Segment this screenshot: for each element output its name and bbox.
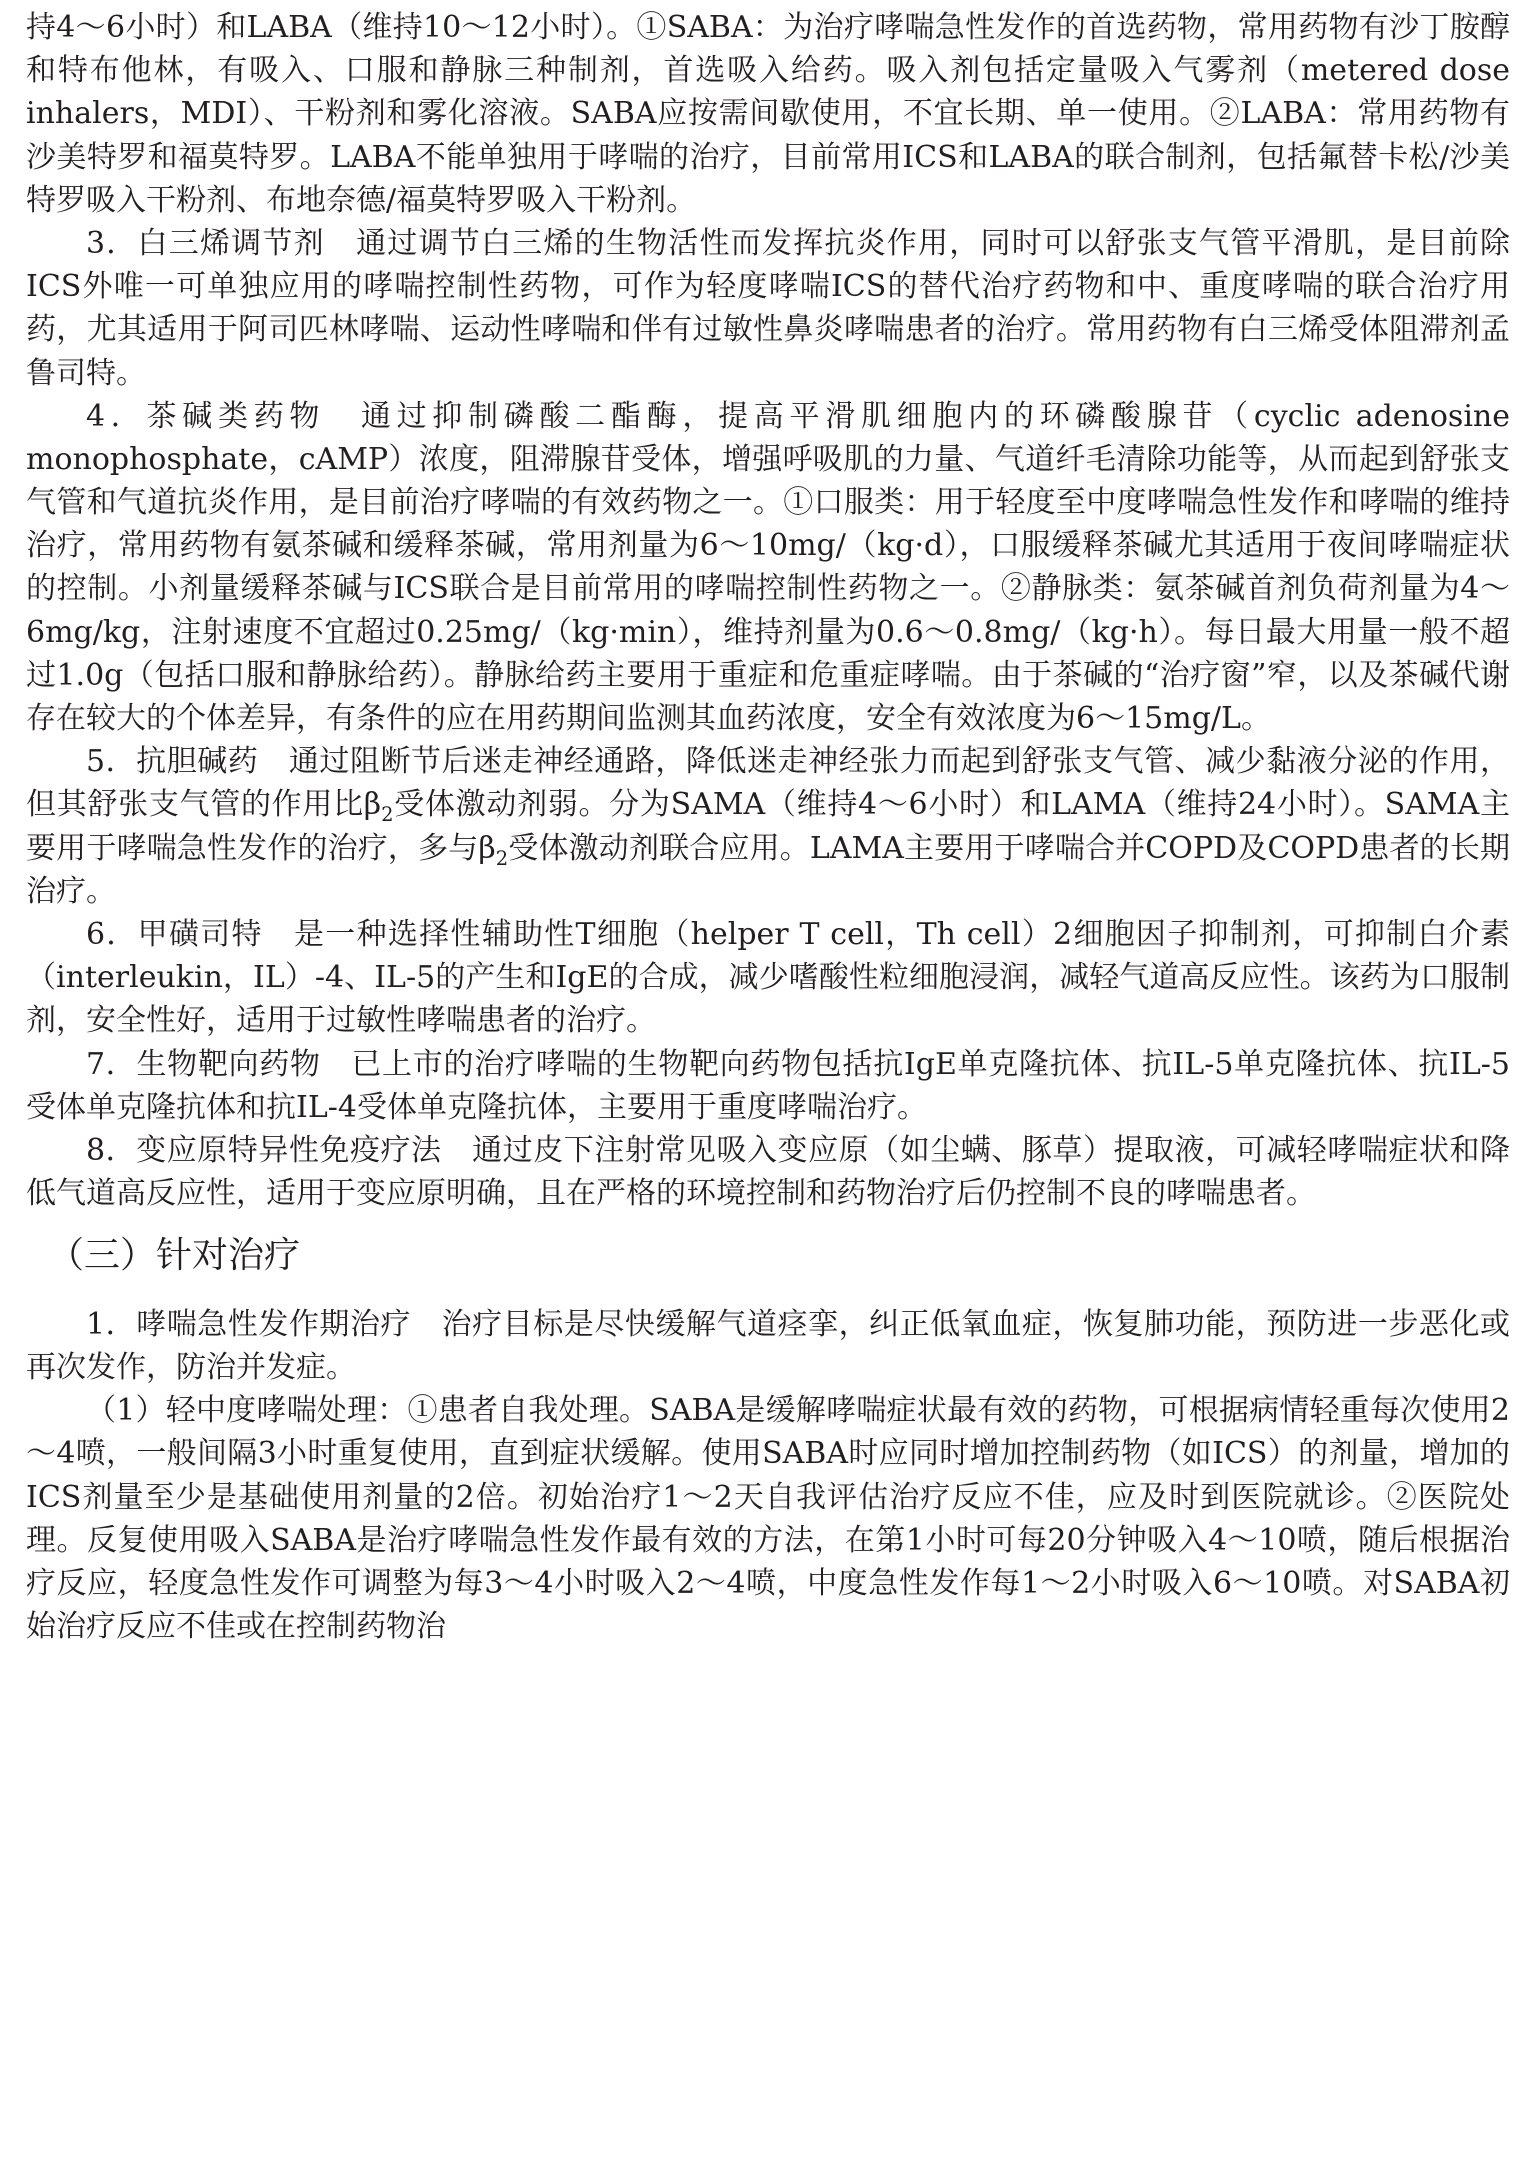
anticholinergic-text-3: 受体激动剂联合应用。LAMA主要用于哮喘合并COPD及COPD患者的长期治疗。 [26,830,1510,909]
paragraph-anticholinergic [26,740,1510,913]
paragraph-immunotherapy: 8．变应原特异性免疫疗法 通过皮下注射常见吸入变应原（如尘螨、豚草）提取液，可减轻哮喘症状和降低气道高反应性，适用于变应原明确，且在严格的环境控制和药物治疗后仍控制不良的哮喘患者。 [26,1132,1510,1212]
anticholinergic-text-1: 5．抗胆碱药 通过阻断节后迷走神经通路，降低迷走神经张力而起到舒张支气管、减少黏液分泌的作用，但其舒张支气管的作用比β [26,744,1510,823]
beta-subscript: 2 [381,803,394,827]
anticholinergic-text-2: 受体激动剂弱。分为SAMA（维持4～6小时）和LAMA（维持24小时）。SAMA主要用于哮喘急性发作的治疗，多与β [26,787,1510,866]
section-heading: （三）针对治疗 [48,1235,301,1277]
paragraph-laba-saba: 持4～6小时）和LABA（维持10～12小时）。①SABA：为治疗哮喘急性发作的首选药物，常用药物有沙丁胺醇和特布他林，有吸入、口服和静脉三种制剂，首选吸入给药。吸入剂包括定量吸入气雾剂（metered dose inhalers，MDI）、干粉剂和雾化溶液。SABA应按需间歇使用，不宜长期、单一使用。②LABA：常用药物有沙美特罗和福莫特罗。LABA不能单独用于哮喘的治疗，目前常用ICS和LABA的联合制剂，包括氟替卡松/沙美特罗吸入干粉剂、布地奈德/福莫特罗吸入干粉剂。 [26,10,1510,218]
paragraph-suplatast: 6．甲磺司特 是一种选择性辅助性T细胞（helper T cell，Th cell）2细胞因子抑制剂，可抑制白介素（interleukin，IL）-4、IL-5的产生和IgE的合成，减少嗜酸性粒细胞浸润，减轻气道高反应性。该药为口服制剂，安全性好，适用于过敏性哮喘患者的治疗。 [26,916,1510,1039]
beta-subscript: 2 [495,846,509,870]
paragraph-biologics: 7．生物靶向药物 已上市的治疗哮喘的生物靶向药物包括抗IgE单克隆抗体、抗IL-5单克隆抗体、抗IL-5受体单克隆抗体和抗IL-4受体单克隆抗体，主要用于重度哮喘治疗。 [26,1046,1510,1125]
paragraph-leukotriene: 3．白三烯调节剂 通过调节白三烯的生物活性而发挥抗炎作用，同时可以舒张支气管平滑肌，是目前除ICS外唯一可单独应用的哮喘控制性药物，可作为轻度哮喘ICS的替代治疗药物和中、重度哮喘的联合治疗用药，尤其适用于阿司匹林哮喘、运动性哮喘和伴有过敏性鼻炎哮喘患者的治疗。常用药物有白三烯受体阻滞剂孟鲁司特。 [26,225,1510,391]
paragraph-acute-attack: 1．哮喘急性发作期治疗 治疗目标是尽快缓解气道痉挛，纠正低氧血症，恢复肺功能，预防进一步恶化或再次发作，防治并发症。 [26,1306,1510,1386]
paragraph-theophylline: 4．茶碱类药物 通过抑制磷酸二酯酶，提高平滑肌细胞内的环磷酸腺苷（cyclic adenosine monophosphate，cAMP）浓度，阻滞腺苷受体，增强呼吸肌的力量、气道纤毛清除功能等，从而起到舒张支气管和气道抗炎作用，是目前治疗哮喘的有效药物之一。①口服类：用于轻度至中度哮喘急性发作和哮喘的维持治疗，常用药物有氨茶碱和缓释茶碱，常用剂量为6～10mg/（kg·d），口服缓释茶碱尤其适用于夜间哮喘症状的控制。小剂量缓释茶碱与ICS联合是目前常用的哮喘控制性药物之一。②静脉类：氨茶碱首剂负荷剂量为4～6mg/kg，注射速度不宜超过0.25mg/（kg·min），维持剂量为0.6～0.8mg/（kg·h）。每日最大用量一般不超过1.0g（包括口服和静脉给药）。静脉给药主要用于重症和危重症哮喘。由于茶碱的“治疗窗”窄，以及茶碱代谢存在较大的个体差异，有条件的应在用药期间监测其血药浓度，安全有效浓度为6～15mg/L。 [26,398,1510,736]
paragraph-mild-moderate: （1）轻中度哮喘处理：①患者自我处理。SABA是缓解哮喘症状最有效的药物，可根据病情轻重每次使用2～4喷，一般间隔3小时重复使用，直到症状缓解。使用SABA时应同时增加控制药物（如ICS）的剂量，增加的ICS剂量至少是基础使用剂量的2倍。初始治疗1～2天自我评估治疗反应不佳，应及时到医院就诊。②医院处理。反复使用吸入SABA是治疗哮喘急性发作最有效的方法，在第1小时可每20分钟吸入4～10喷，随后根据治疗反应，轻度急性发作可调整为每3～4小时吸入2～4喷，中度急性发作每1～2小时吸入6～10喷。对SABA初始治疗反应不佳或在控制药物治 [26,1393,1510,1645]
